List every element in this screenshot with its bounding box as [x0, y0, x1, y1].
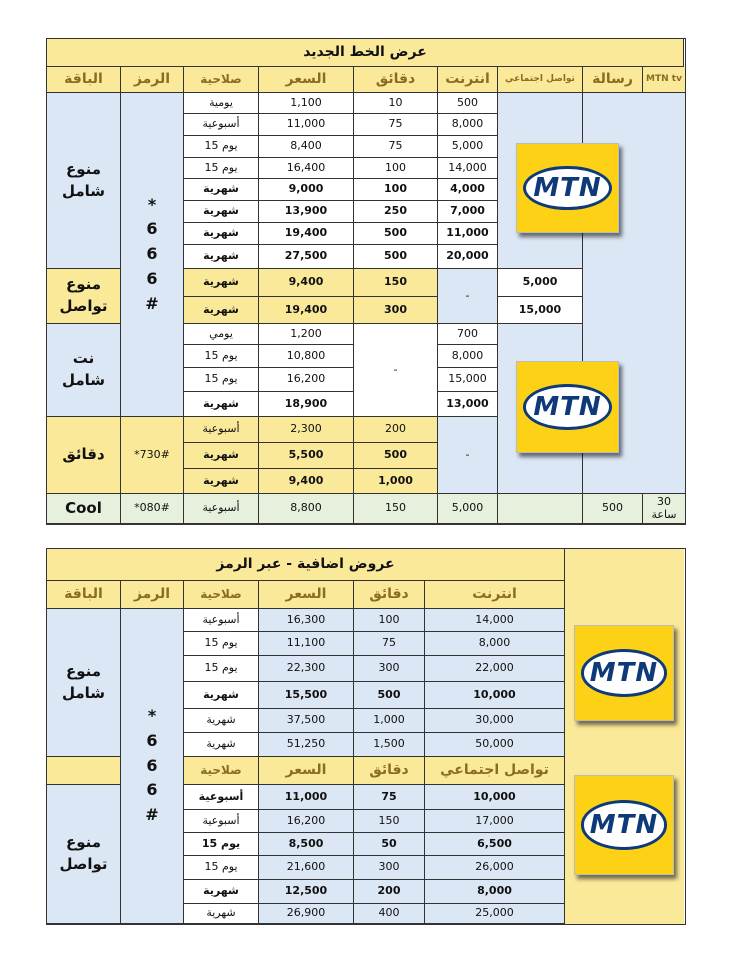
internet-cell: 20,000 — [438, 245, 498, 269]
internet-cell: 13,000 — [438, 392, 498, 417]
internet-cell: 11,000 — [438, 223, 498, 245]
price-cell: 22,300 — [259, 656, 354, 682]
code-730: *730# — [121, 417, 184, 494]
price-cell: 16,400 — [259, 158, 354, 179]
internet-cell: 5,000 — [438, 136, 498, 158]
mtn-logo-text: MTN — [533, 173, 602, 203]
mtn-logo — [574, 625, 674, 721]
social-cell — [498, 494, 583, 524]
package-mixed-full: منوع شامل — [47, 93, 121, 269]
validity-cell: يومية — [184, 93, 259, 114]
internet-cell: 500 — [438, 93, 498, 114]
price-cell: 19,400 — [259, 223, 354, 245]
mtn-logo — [516, 143, 619, 233]
validity-cell: يومي — [184, 324, 259, 345]
internet-cell: 4,000 — [438, 179, 498, 201]
internet-cell: 10,000 — [425, 682, 565, 709]
price-cell: 8,400 — [259, 136, 354, 158]
package-mixed-full: منوع شامل — [47, 609, 121, 757]
table-title: عرض الخط الجديد — [47, 39, 684, 67]
validity-cell: 15 يوم — [184, 856, 259, 880]
package-cool: Cool — [47, 494, 121, 524]
price-cell: 37,500 — [259, 709, 354, 733]
minutes-cell: 300 — [354, 297, 438, 324]
code-666: * 6 6 6 # — [121, 93, 184, 417]
price-cell: 26,900 — [259, 904, 354, 924]
minutes-cell: 75 — [354, 114, 438, 136]
minutes-cell: 50 — [354, 833, 425, 856]
minutes-cell: 500 — [354, 682, 425, 709]
validity-cell: 15 يوم — [184, 656, 259, 682]
price-cell: 12,500 — [259, 880, 354, 904]
validity-cell: أسبوعية — [184, 785, 259, 810]
validity-cell: شهرية — [184, 443, 259, 469]
header-validity: صلاحية — [184, 67, 259, 93]
header-code: الرمز — [121, 581, 184, 609]
internet-cell: 8,000 — [438, 114, 498, 136]
price-cell: 11,100 — [259, 632, 354, 656]
code-080: *080# — [121, 494, 184, 524]
social-cell: 10,000 — [425, 785, 565, 810]
offer-table-1-body — [46, 38, 686, 525]
price-cell: 21,600 — [259, 856, 354, 880]
validity-cell: أسبوعية — [184, 494, 259, 524]
validity-cell: شهرية — [184, 904, 259, 924]
minutes-cell: 200 — [354, 417, 438, 443]
validity-cell: 15 يوم — [184, 833, 259, 856]
price-cell: 16,200 — [259, 810, 354, 833]
minutes-cell: 100 — [354, 179, 438, 201]
minutes-cell: 75 — [354, 136, 438, 158]
header-sms: رسالة — [583, 67, 643, 93]
price-cell: 8,800 — [259, 494, 354, 524]
internet-dash: - — [438, 417, 498, 494]
header-code: الرمز — [121, 67, 184, 93]
validity-cell: شهرية — [184, 880, 259, 904]
price-cell: 8,500 — [259, 833, 354, 856]
package-mixed-social: منوع تواصل — [47, 269, 121, 324]
social-cell: 26,000 — [425, 856, 565, 880]
price-cell: 11,000 — [259, 114, 354, 136]
validity-cell: أسبوعية — [184, 810, 259, 833]
internet-cell: 22,000 — [425, 656, 565, 682]
minutes-cell: 200 — [354, 880, 425, 904]
minutes-cell: 400 — [354, 904, 425, 924]
validity-cell: شهرية — [184, 269, 259, 297]
price-cell: 2,300 — [259, 417, 354, 443]
header-minutes: دقائق — [354, 67, 438, 93]
header-social: تواصل اجتماعي — [498, 67, 583, 93]
minutes-cell: 500 — [354, 443, 438, 469]
price-cell: 19,400 — [259, 297, 354, 324]
internet-cell: 5,000 — [438, 494, 498, 524]
header-tv: MTN tv — [643, 67, 685, 93]
price-cell: 13,900 — [259, 201, 354, 223]
internet-cell: 14,000 — [425, 609, 565, 632]
header-minutes: دقائق — [354, 581, 425, 609]
internet-cell: 30,000 — [425, 709, 565, 733]
social-cell: 8,000 — [425, 880, 565, 904]
price-cell: 11,000 — [259, 785, 354, 810]
minutes-cell: 500 — [354, 245, 438, 269]
header-social-2: تواصل اجتماعي — [425, 757, 565, 785]
validity-cell: شهرية — [184, 392, 259, 417]
minutes-cell: 500 — [354, 223, 438, 245]
validity-cell: 15 يوم — [184, 136, 259, 158]
header-price-2: السعر — [259, 757, 354, 785]
social-cell: 15,000 — [498, 297, 583, 324]
price-cell: 51,250 — [259, 733, 354, 757]
price-cell: 1,100 — [259, 93, 354, 114]
mtn-logo-text: MTN — [589, 809, 659, 840]
mtn-logo-oval — [523, 166, 612, 211]
mtn-logo-oval — [523, 384, 612, 430]
internet-cell: 7,000 — [438, 201, 498, 223]
validity-cell: أسبوعية — [184, 114, 259, 136]
internet-cell: 700 — [438, 324, 498, 345]
internet-dash: - — [438, 269, 498, 324]
price-cell: 9,000 — [259, 179, 354, 201]
table-title: عروض اضافية - عبر الرمز — [47, 549, 565, 581]
validity-cell: 15 يوم — [184, 345, 259, 368]
price-cell: 15,500 — [259, 682, 354, 709]
price-cell: 9,400 — [259, 469, 354, 494]
header-internet: انترنت — [438, 67, 498, 93]
minutes-cell: 150 — [354, 494, 438, 524]
price-cell: 9,400 — [259, 269, 354, 297]
validity-cell: شهرية — [184, 733, 259, 757]
package-net-full: نت شامل — [47, 324, 121, 417]
package-header-gap — [47, 757, 121, 785]
price-cell: 16,200 — [259, 368, 354, 392]
header-price: السعر — [259, 581, 354, 609]
minutes-cell: 10 — [354, 93, 438, 114]
validity-cell: شهرية — [184, 469, 259, 494]
header-package: الباقة — [47, 67, 121, 93]
tv-cell: 30 ساعة — [643, 494, 685, 524]
mtn-logo — [574, 775, 674, 875]
mtn-logo-text: MTN — [533, 392, 602, 422]
social-cell: 25,000 — [425, 904, 565, 924]
internet-cell: 14,000 — [438, 158, 498, 179]
minutes-cell: 75 — [354, 632, 425, 656]
price-cell: 1,200 — [259, 324, 354, 345]
internet-cell: 50,000 — [425, 733, 565, 757]
internet-cell: 8,000 — [438, 345, 498, 368]
validity-cell: شهرية — [184, 179, 259, 201]
validity-cell: شهرية — [184, 297, 259, 324]
minutes-cell: 100 — [354, 609, 425, 632]
social-cell: 5,000 — [498, 269, 583, 297]
internet-cell: 15,000 — [438, 368, 498, 392]
validity-cell: أسبوعية — [184, 417, 259, 443]
minutes-cell: 300 — [354, 856, 425, 880]
mtn-logo-oval — [581, 649, 667, 696]
mtn-logo — [516, 361, 619, 453]
minutes-cell: 1,000 — [354, 709, 425, 733]
header-validity-2: صلاحية — [184, 757, 259, 785]
minutes-cell: 1,500 — [354, 733, 425, 757]
header-minutes-2: دقائق — [354, 757, 425, 785]
validity-cell: شهرية — [184, 682, 259, 709]
validity-cell: أسبوعية — [184, 609, 259, 632]
price-cell: 16,300 — [259, 609, 354, 632]
internet-cell: 8,000 — [425, 632, 565, 656]
validity-cell: شهرية — [184, 245, 259, 269]
header-internet: انترنت — [425, 581, 565, 609]
minutes-cell: 150 — [354, 269, 438, 297]
minutes-cell: 75 — [354, 785, 425, 810]
minutes-dash: - — [354, 324, 438, 417]
validity-cell: شهرية — [184, 709, 259, 733]
minutes-cell: 1,000 — [354, 469, 438, 494]
minutes-cell: 250 — [354, 201, 438, 223]
offer-table-2-body — [46, 548, 686, 925]
price-cell: 27,500 — [259, 245, 354, 269]
price-cell: 18,900 — [259, 392, 354, 417]
validity-cell: 15 يوم — [184, 632, 259, 656]
validity-cell: 15 يوم — [184, 158, 259, 179]
validity-cell: شهرية — [184, 223, 259, 245]
minutes-cell: 300 — [354, 656, 425, 682]
price-cell: 5,500 — [259, 443, 354, 469]
social-cell: 17,000 — [425, 810, 565, 833]
validity-cell: 15 يوم — [184, 368, 259, 392]
minutes-cell: 100 — [354, 158, 438, 179]
mtn-logo-oval — [581, 800, 667, 849]
mtn-logo-text: MTN — [589, 657, 659, 688]
header-price: السعر — [259, 67, 354, 93]
header-validity: صلاحية — [184, 581, 259, 609]
package-minutes: دقائق — [47, 417, 121, 494]
price-cell: 10,800 — [259, 345, 354, 368]
social-cell: 6,500 — [425, 833, 565, 856]
minutes-cell: 150 — [354, 810, 425, 833]
package-mixed-social: منوع تواصل — [47, 785, 121, 924]
validity-cell: شهرية — [184, 201, 259, 223]
code-666: * 6 6 6 # — [121, 609, 184, 924]
sms-cell: 500 — [583, 494, 643, 524]
header-package: الباقة — [47, 581, 121, 609]
